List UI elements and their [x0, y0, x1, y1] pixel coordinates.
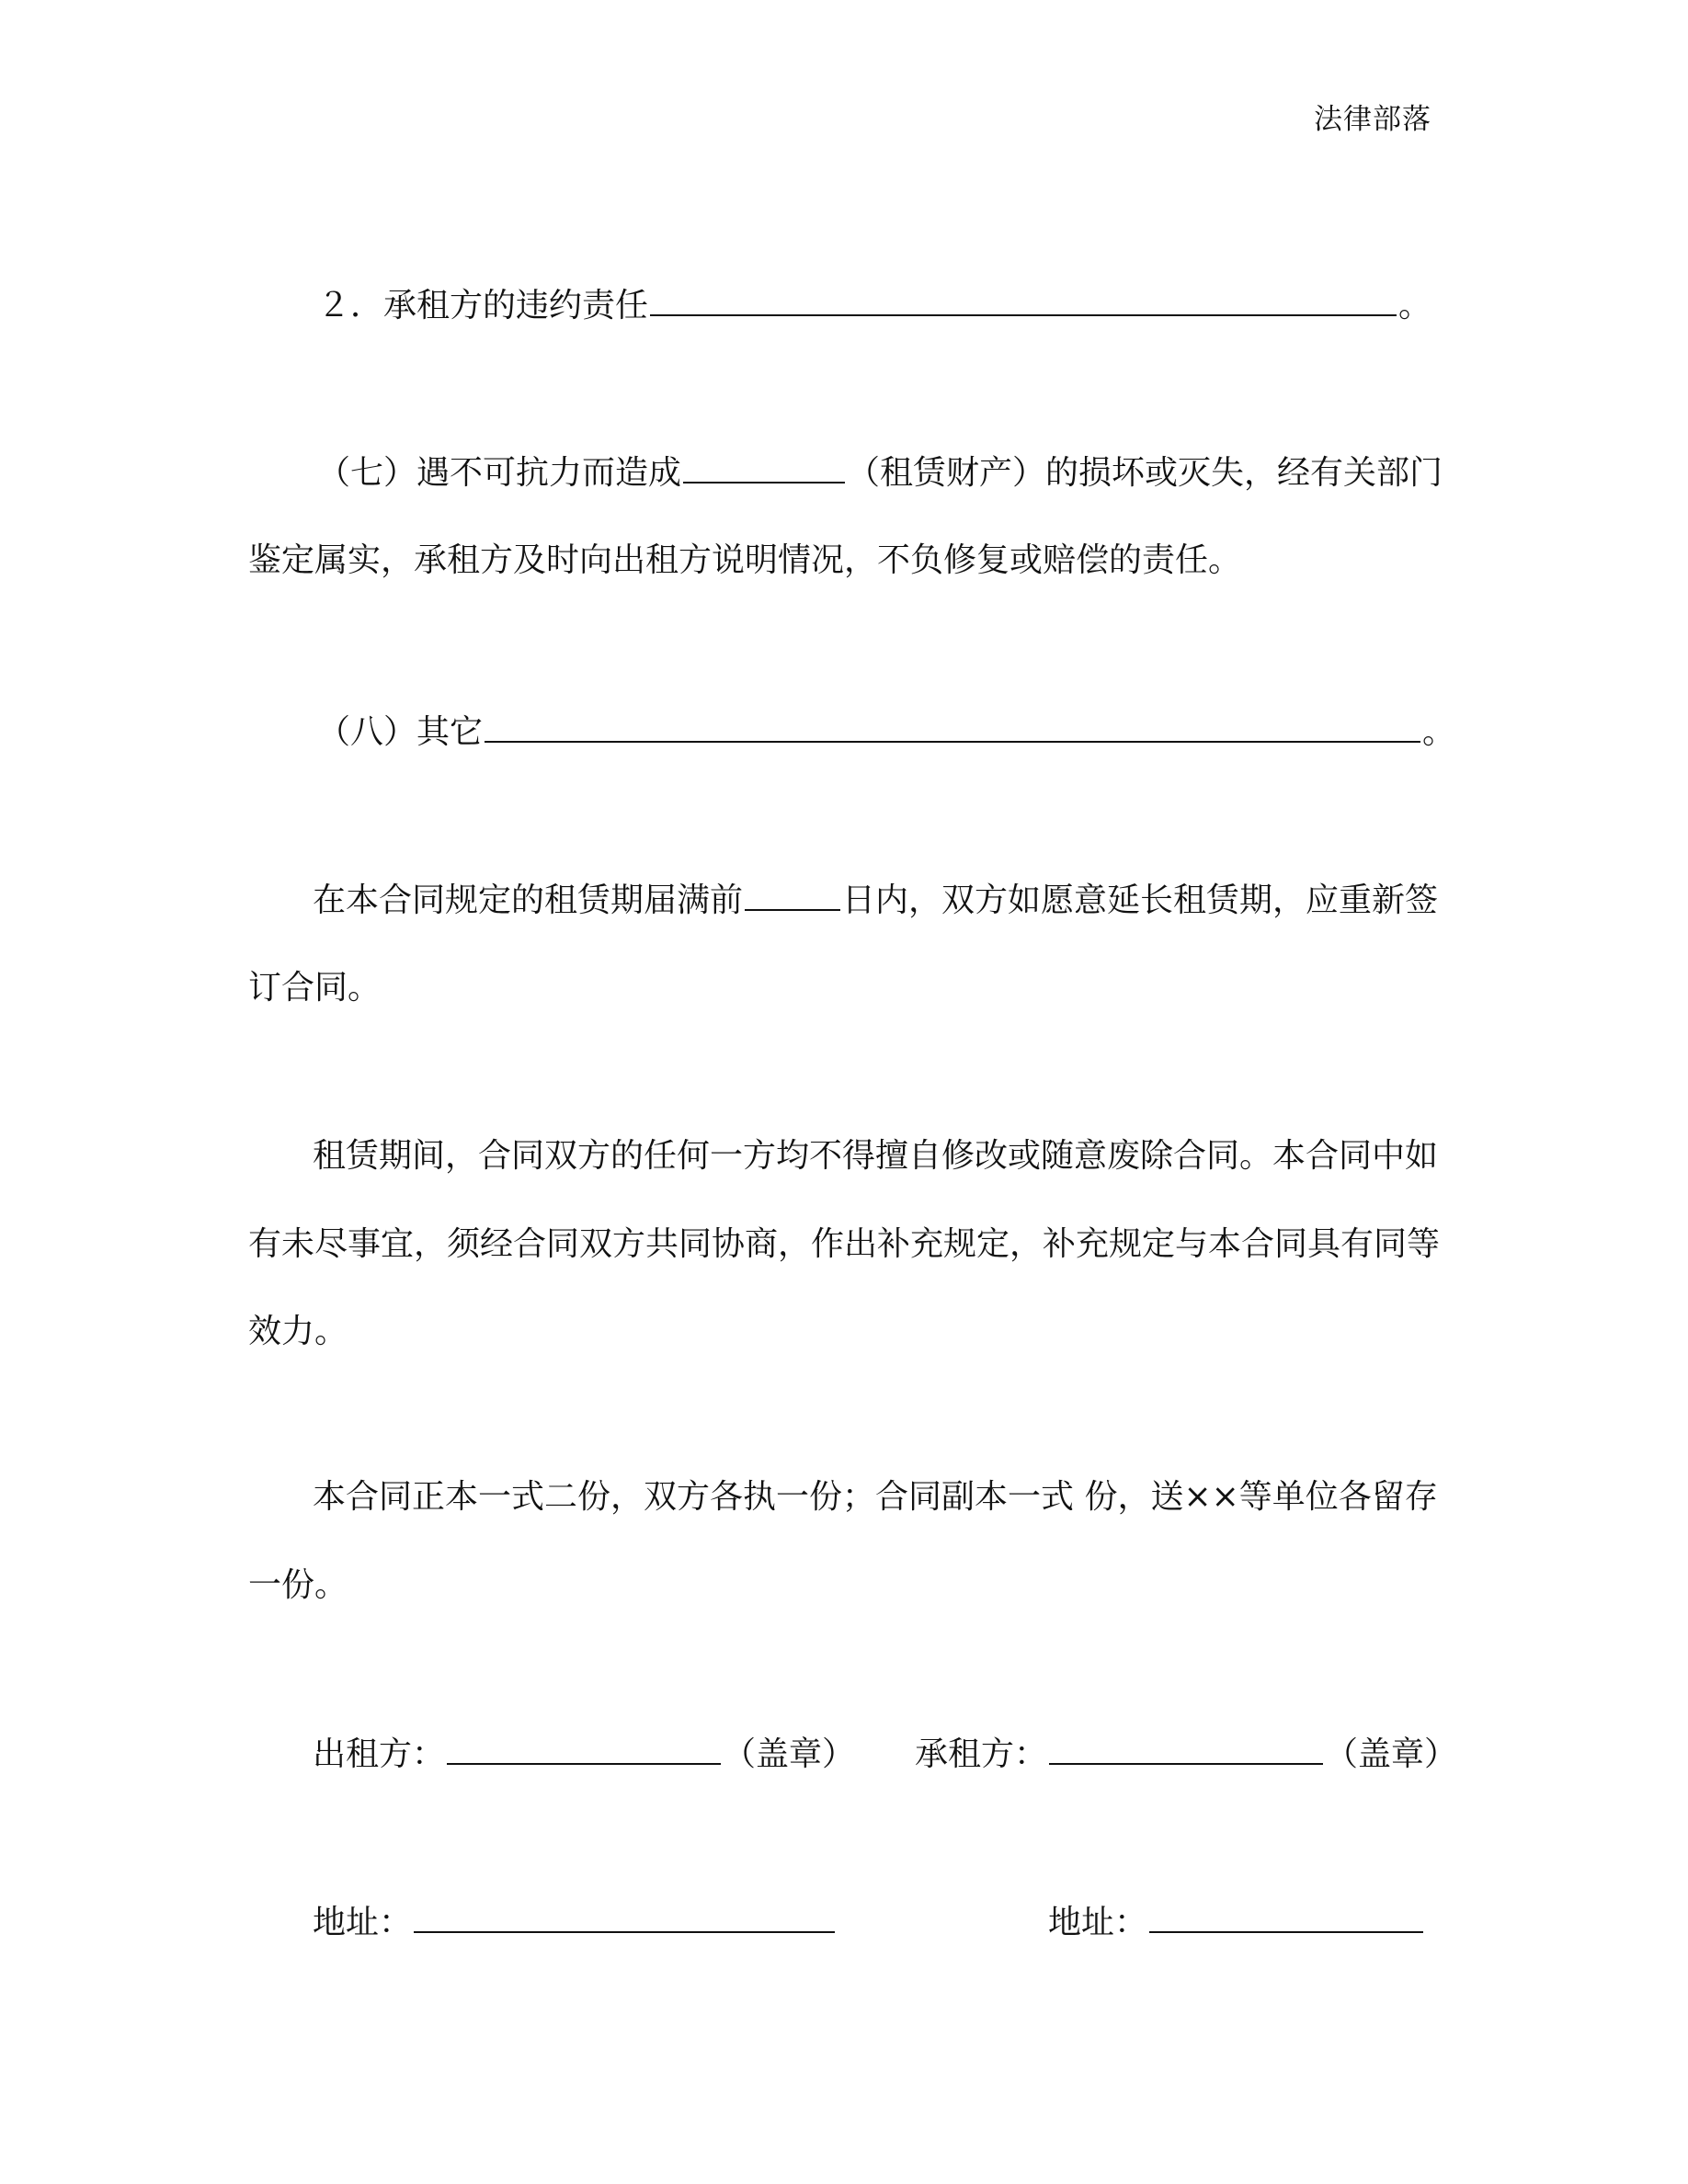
clause-copies-line2: 一份。 — [248, 1566, 348, 1604]
clause-modification-line1: 租赁期间，合同双方的任何一方均不得擅自修改或随意废除合同。本合同中如 — [313, 1137, 1439, 1175]
clause-modification-line3: 效力。 — [248, 1313, 348, 1350]
blank-line — [745, 878, 840, 911]
clause-text: ２．承租方的违约责任 — [317, 287, 649, 324]
clause-renewal-line1 — [313, 878, 1438, 923]
clause-other — [317, 710, 1455, 755]
clause-lessee-liability — [317, 283, 1431, 328]
lessor-address-block — [313, 1900, 837, 1945]
lessee-label: 承租方： — [915, 1735, 1048, 1773]
header-site-name: 法律部落 — [1314, 103, 1431, 136]
clause-text: （八）其它 — [317, 713, 484, 751]
lessee-blank-line — [1049, 1732, 1323, 1765]
lessor-blank-line — [447, 1732, 721, 1765]
address-label: 地址： — [313, 1904, 413, 1941]
clause-suffix: 。 — [1422, 713, 1456, 751]
lessor-seal-label: （盖章） — [723, 1735, 856, 1773]
lessee-address-block — [1048, 1900, 1425, 1945]
address-blank-line — [414, 1900, 835, 1933]
lessee-seal-label: （盖章） — [1325, 1735, 1458, 1773]
clause-copies-line1: 本合同正本一式二份，双方各执一份；合同副本一式 份，送××等单位各留存 — [313, 1478, 1438, 1516]
clause-text: （租赁财产）的损坏或灭失，经有关部门 — [847, 454, 1443, 492]
blank-line — [485, 710, 1420, 743]
clause-modification-line2: 有未尽事宜，须经合同双方共同协商，作出补充规定，补充规定与本合同具有同等 — [248, 1225, 1441, 1263]
address-label: 地址： — [1048, 1904, 1148, 1941]
address-blank-line — [1149, 1900, 1423, 1933]
clause-text: 日内，双方如愿意延长租赁期，应重新签 — [842, 882, 1439, 919]
clause-renewal-line2: 订合同。 — [248, 969, 382, 1007]
blank-line — [650, 283, 1397, 316]
clause-text: 在本合同规定的租赁期届满前 — [313, 882, 744, 919]
blank-line — [683, 450, 845, 483]
clause-suffix: 。 — [1398, 287, 1432, 324]
lessor-label: 出租方： — [313, 1735, 446, 1773]
clause-text: （七）遇不可抗力而造成 — [317, 454, 682, 492]
lessor-signature-block — [313, 1732, 855, 1777]
clause-force-majeure-line1 — [317, 450, 1443, 495]
clause-force-majeure-line2: 鉴定属实，承租方及时向出租方说明情况，不负修复或赔偿的责任。 — [248, 541, 1242, 579]
lessee-signature-block — [915, 1732, 1457, 1777]
